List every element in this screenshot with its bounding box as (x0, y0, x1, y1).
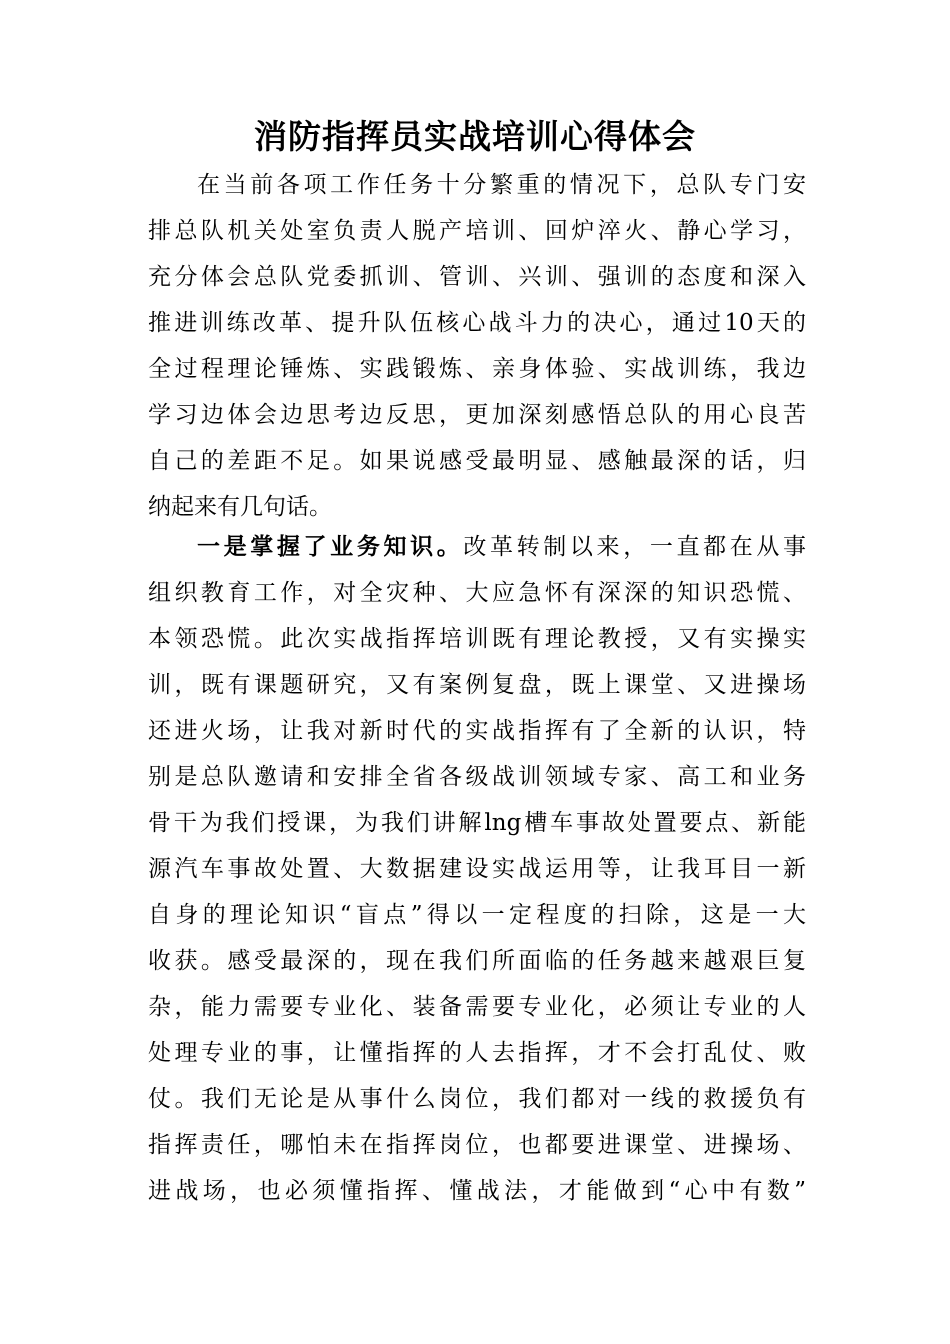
text-line: 杂，能力需要专业化、装备需要专业化，必须让专业的人 (148, 994, 806, 1020)
paragraph-first-line (197, 524, 806, 570)
text-line: 进战场，也必须懂指挥、懂战法，才能做到“心中有数” (148, 1178, 806, 1204)
paragraph-heading: 一是掌握了业务知识。 (197, 533, 464, 560)
text-line: 训，既有课题研究，又有案例复盘，既上课堂、又进操场 (148, 672, 806, 698)
text-span: 改革转制以来，一直都在从事 (463, 534, 807, 560)
text-line: 排总队机关处室负责人脱产培训、回炉淬火、静心学习， (148, 218, 806, 244)
text-line: 本领恐慌。此次实战指挥培训既有理论教授，又有实操实 (148, 626, 806, 652)
text-line: 学习边体会边思考边反思，更加深刻感悟总队的用心良苦 (148, 402, 806, 428)
text-line: 推进训练改革、提升队伍核心战斗力的决心，通过10天的 (148, 310, 806, 336)
text-line: 充分体会总队党委抓训、管训、兴训、强训的态度和深入 (148, 264, 806, 290)
text-line: 收获。感受最深的，现在我们所面临的任务越来越艰巨复 (148, 948, 806, 974)
text-line: 自身的理论知识“盲点”得以一定程度的扫除，这是一大 (148, 902, 806, 928)
text-line: 自己的差距不足。如果说感受最明显、感触最深的话，归 (148, 448, 806, 474)
document-title: 消防指挥员实战培训心得体会 (254, 117, 696, 156)
text-line: 源汽车事故处置、大数据建设实战运用等，让我耳目一新 (148, 856, 806, 882)
text-line: 骨干为我们授课，为我们讲解lng槽车事故处置要点、新能 (148, 810, 806, 836)
text-line: 全过程理论锤炼、实践锻炼、亲身体验、实战训练，我边 (148, 356, 806, 382)
text-line: 组织教育工作，对全灾种、大应急怀有深深的知识恐慌、 (148, 580, 806, 606)
text-line: 在当前各项工作任务十分繁重的情况下，总队专门安 (197, 172, 806, 198)
text-line: 仗。我们无论是从事什么岗位，我们都对一线的救援负有 (148, 1086, 806, 1112)
text-line: 处理专业的事，让懂指挥的人去指挥，才不会打乱仗、败 (148, 1040, 806, 1066)
text-line: 纳起来有几句话。 (148, 494, 332, 520)
text-line: 指挥责任，哪怕未在指挥岗位，也都要进课堂、进操场、 (148, 1132, 806, 1158)
text-line: 别是总队邀请和安排全省各级战训领域专家、高工和业务 (148, 764, 806, 790)
text-line: 还进火场，让我对新时代的实战指挥有了全新的认识，特 (148, 718, 806, 744)
